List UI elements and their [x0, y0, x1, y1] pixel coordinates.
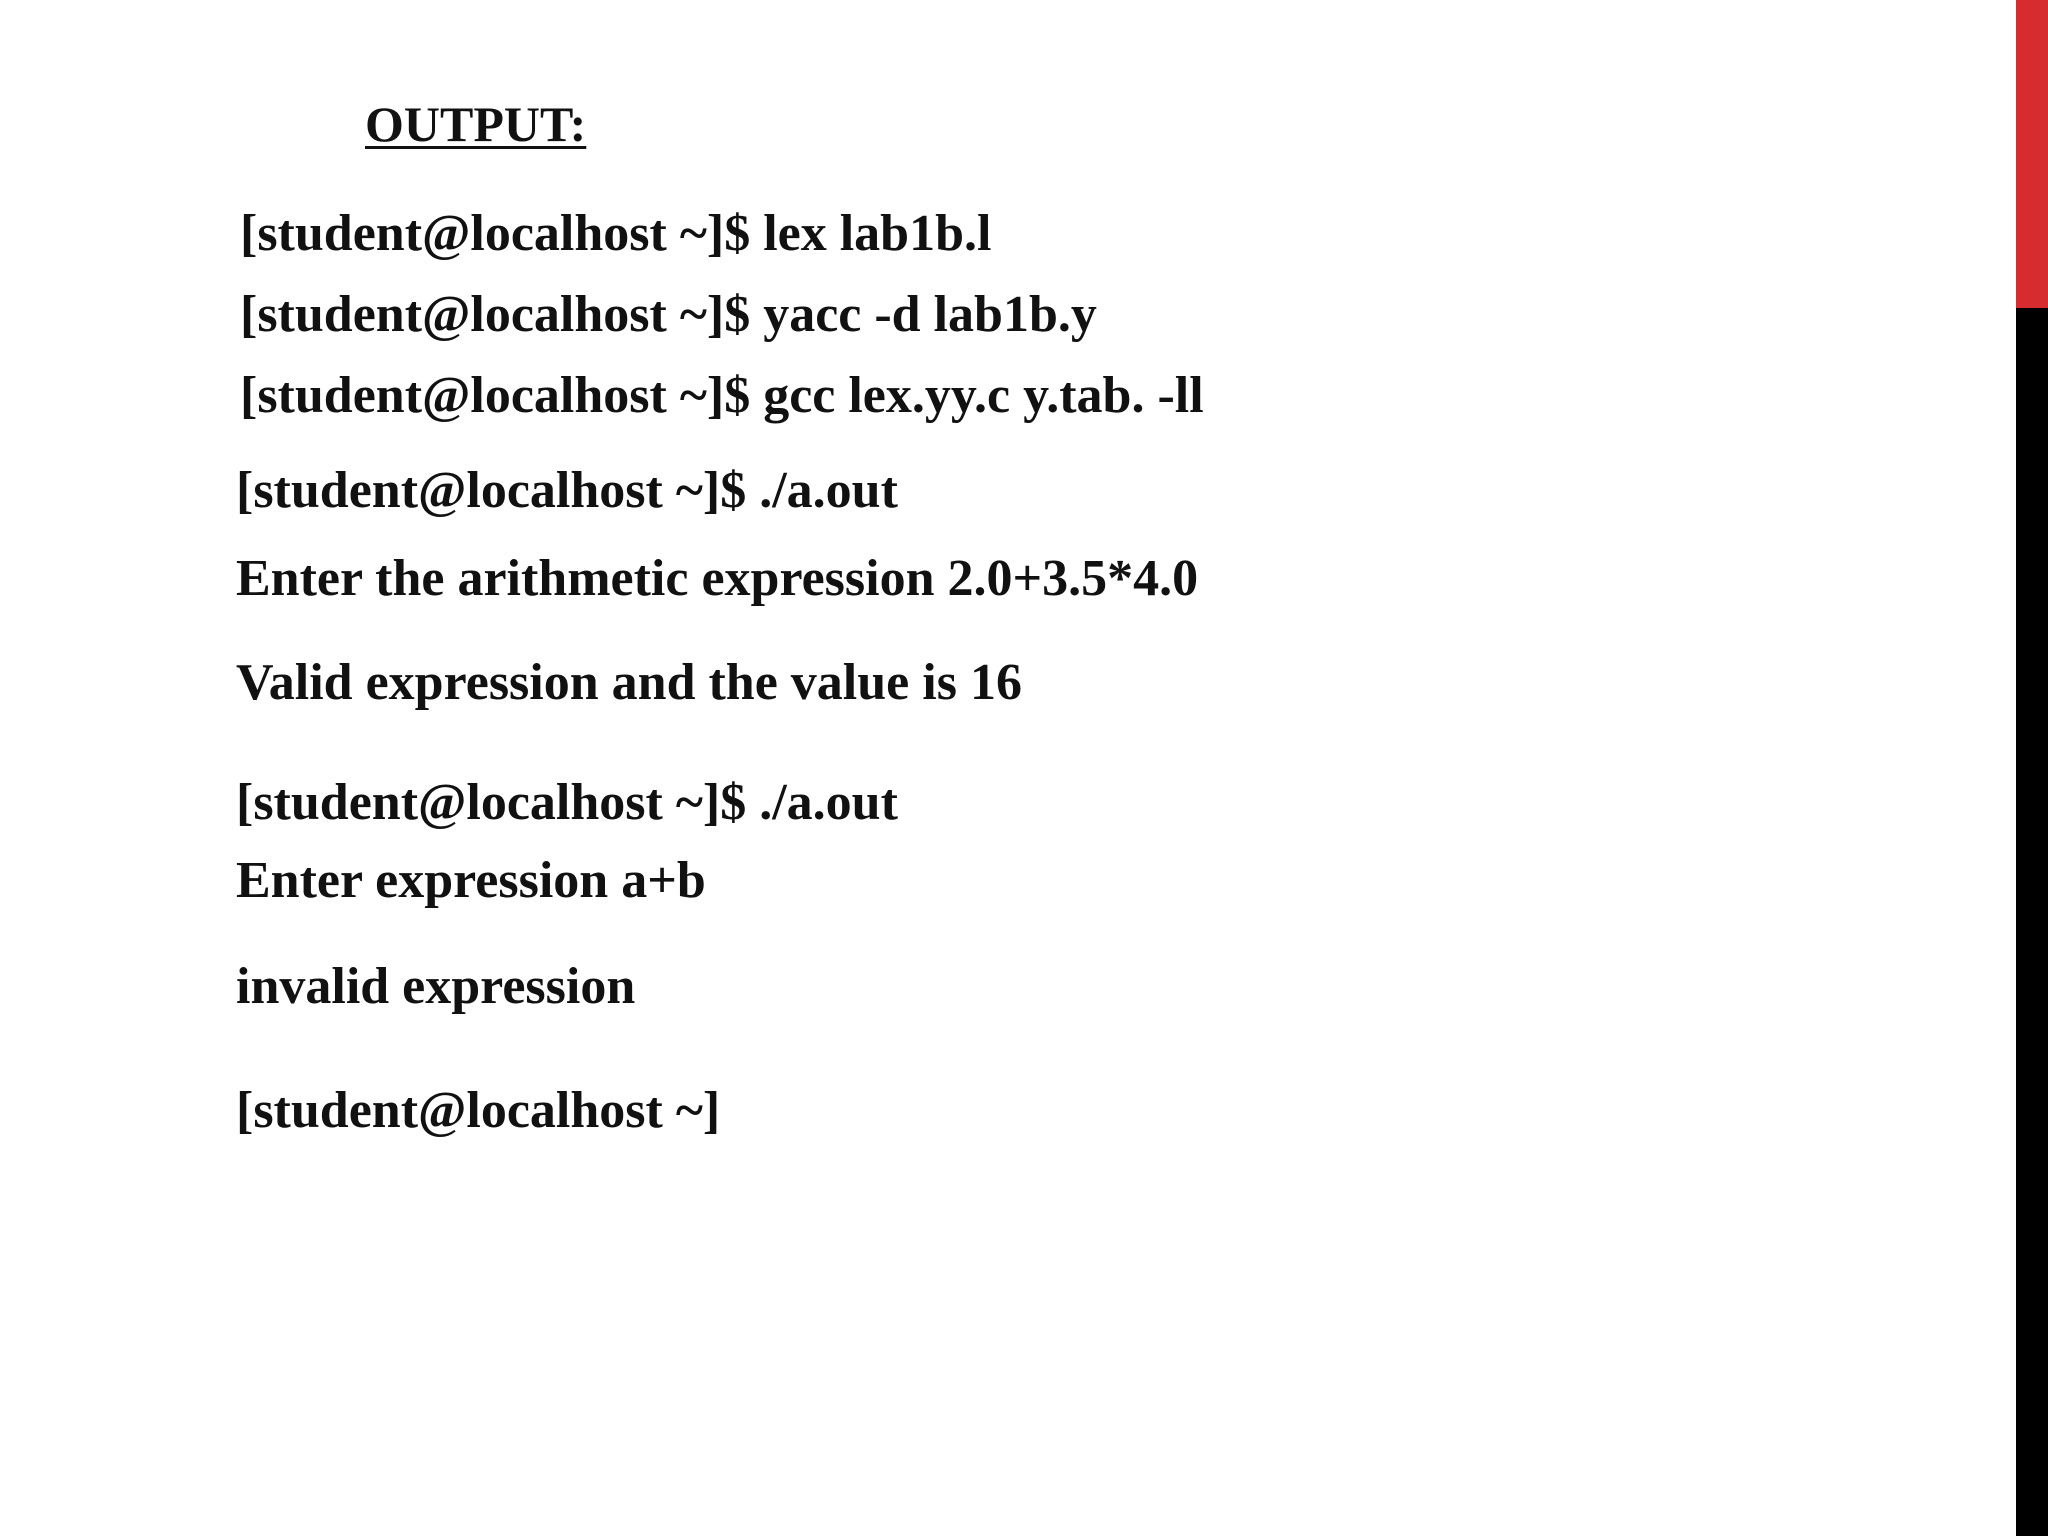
output-heading: OUTPUT:: [365, 96, 587, 152]
terminal-line-invalid-result: invalid expression: [236, 958, 636, 1015]
terminal-line-final-prompt: [student@localhost ~]: [236, 1082, 721, 1139]
terminal-line-run-command-2: [student@localhost ~]$ ./a.out: [236, 774, 898, 831]
terminal-line-run-command: [student@localhost ~]$ ./a.out: [236, 462, 898, 519]
terminal-line-gcc-command: [student@localhost ~]$ gcc lex.yy.c y.tab. -ll: [240, 367, 1204, 424]
accent-bar-black: [2016, 308, 2048, 1536]
terminal-line-prompt-input-2: Enter expression a+b: [236, 852, 706, 909]
terminal-line-lex-command: [student@localhost ~]$ lex lab1b.l: [240, 205, 992, 262]
terminal-line-prompt-input: Enter the arithmetic expression 2.0+3.5*4.0: [236, 550, 1199, 607]
terminal-line-yacc-command: [student@localhost ~]$ yacc -d lab1b.y: [240, 286, 1097, 343]
accent-bar-red: [2016, 0, 2048, 308]
terminal-line-valid-result: Valid expression and the value is 16: [236, 654, 1022, 711]
